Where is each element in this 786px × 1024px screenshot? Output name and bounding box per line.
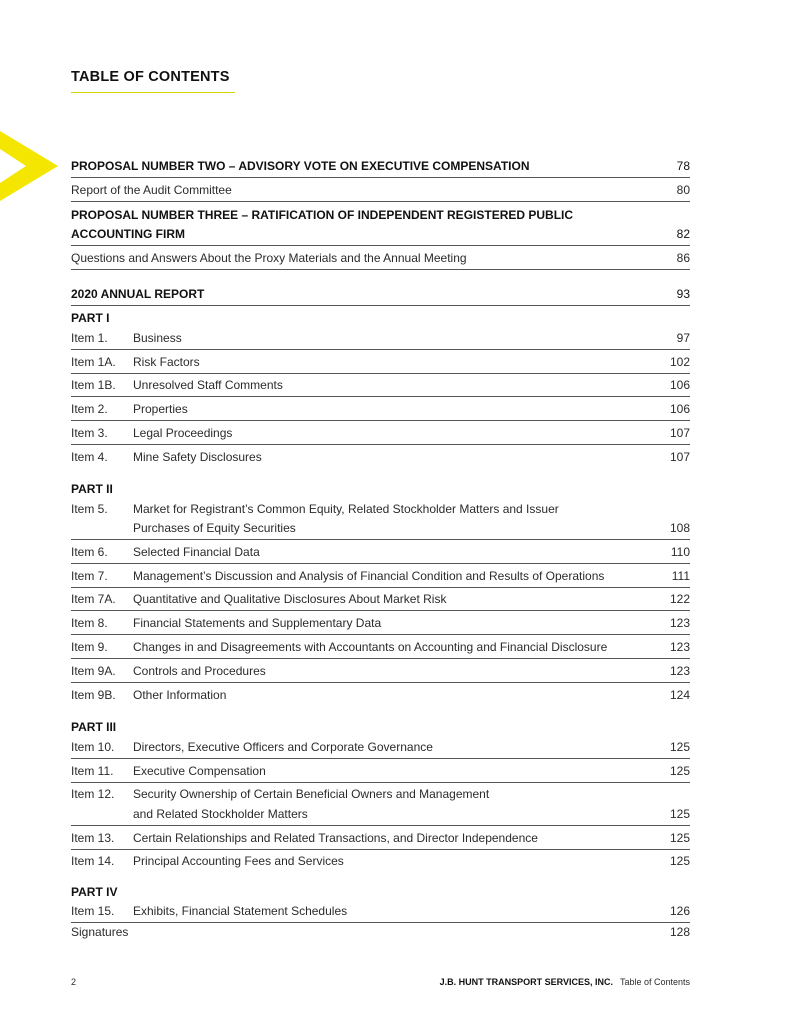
toc-item[interactable]: Item 7. Management’s Discussion and Analysis of Financial Condition and Results of Operations 111 bbox=[71, 564, 690, 588]
toc-item[interactable]: Item 9A. Controls and Procedures 123 bbox=[71, 659, 690, 683]
toc-item[interactable]: Item 4. Mine Safety Disclosures 107 bbox=[71, 450, 690, 464]
toc-entry[interactable]: PROPOSAL NUMBER TWO – ADVISORY VOTE ON EXECUTIVE COMPENSATION 78 bbox=[71, 154, 690, 178]
toc-entry[interactable]: Questions and Answers About the Proxy Materials and the Annual Meeting 86 bbox=[71, 246, 690, 270]
yellow-chevron-icon bbox=[0, 131, 58, 201]
part-heading: PART III bbox=[71, 720, 117, 734]
part-heading: PART IV bbox=[71, 885, 118, 899]
toc-item[interactable]: Item 1A. Risk Factors 102 bbox=[71, 350, 690, 374]
toc-entry[interactable]: ACCOUNTING FIRM 82 bbox=[71, 222, 690, 246]
page-number: 2 bbox=[71, 977, 77, 987]
toc-item[interactable]: Item 8. Financial Statements and Supplementary Data 123 bbox=[71, 611, 690, 635]
toc-item[interactable]: Item 9. Changes in and Disagreements with Accountants on Accounting and Financial Disclosure 123 bbox=[71, 635, 690, 659]
part-heading: PART I bbox=[71, 311, 110, 325]
toc-item-line1[interactable]: Item 5. Market for Registrant’s Common Equity, Related Stockholder Matters and Issuer bbox=[71, 502, 559, 516]
toc-item[interactable]: Item 10. Directors, Executive Officers and Corporate Governance 125 bbox=[71, 735, 690, 759]
toc-item[interactable]: Item 3. Legal Proceedings 107 bbox=[71, 421, 690, 445]
toc-item[interactable]: Item 14. Principal Accounting Fees and Services 125 bbox=[71, 854, 690, 868]
toc-item[interactable]: Item 6. Selected Financial Data 110 bbox=[71, 540, 690, 564]
toc-item[interactable]: Item 15. Exhibits, Financial Statement Schedules 126 bbox=[71, 899, 690, 923]
toc-item[interactable]: Item 13. Certain Relationships and Related Transactions, and Director Independence 125 bbox=[71, 826, 690, 850]
toc-item[interactable]: Item 7A. Quantitative and Qualitative Disclosures About Market Risk 122 bbox=[71, 587, 690, 611]
company-name: J.B. HUNT TRANSPORT SERVICES, INC. bbox=[439, 977, 613, 987]
toc-item-line1[interactable]: Item 12. Security Ownership of Certain Beneficial Owners and Management bbox=[71, 787, 490, 801]
part-heading: PART II bbox=[71, 482, 113, 496]
toc-item[interactable]: Item 1. Business 97 bbox=[71, 326, 690, 350]
toc-entry-line1[interactable]: PROPOSAL NUMBER THREE – RATIFICATION OF INDEPENDENT REGISTERED PUBLIC bbox=[71, 208, 574, 222]
toc-item[interactable]: Purchases of Equity Securities 108 bbox=[71, 516, 690, 540]
toc-item[interactable]: Item 2. Properties 106 bbox=[71, 397, 690, 421]
toc-item[interactable]: Item 11. Executive Compensation 125 bbox=[71, 759, 690, 783]
toc-entry[interactable]: Report of the Audit Committee 80 bbox=[71, 178, 690, 202]
toc-entry-signatures[interactable]: Signatures 128 bbox=[71, 925, 690, 939]
title-underline bbox=[71, 92, 235, 93]
toc-item[interactable]: Item 9B. Other Information 124 bbox=[71, 688, 690, 702]
toc-entry[interactable]: 2020 ANNUAL REPORT 93 bbox=[71, 282, 690, 306]
page-title: TABLE OF CONTENTS bbox=[71, 69, 230, 85]
footer-section-link[interactable]: Table of Contents bbox=[619, 977, 690, 987]
toc-item[interactable]: Item 1B. Unresolved Staff Comments 106 bbox=[71, 373, 690, 397]
page-footer bbox=[71, 975, 690, 989]
toc-item[interactable]: and Related Stockholder Matters 125 bbox=[71, 802, 690, 826]
